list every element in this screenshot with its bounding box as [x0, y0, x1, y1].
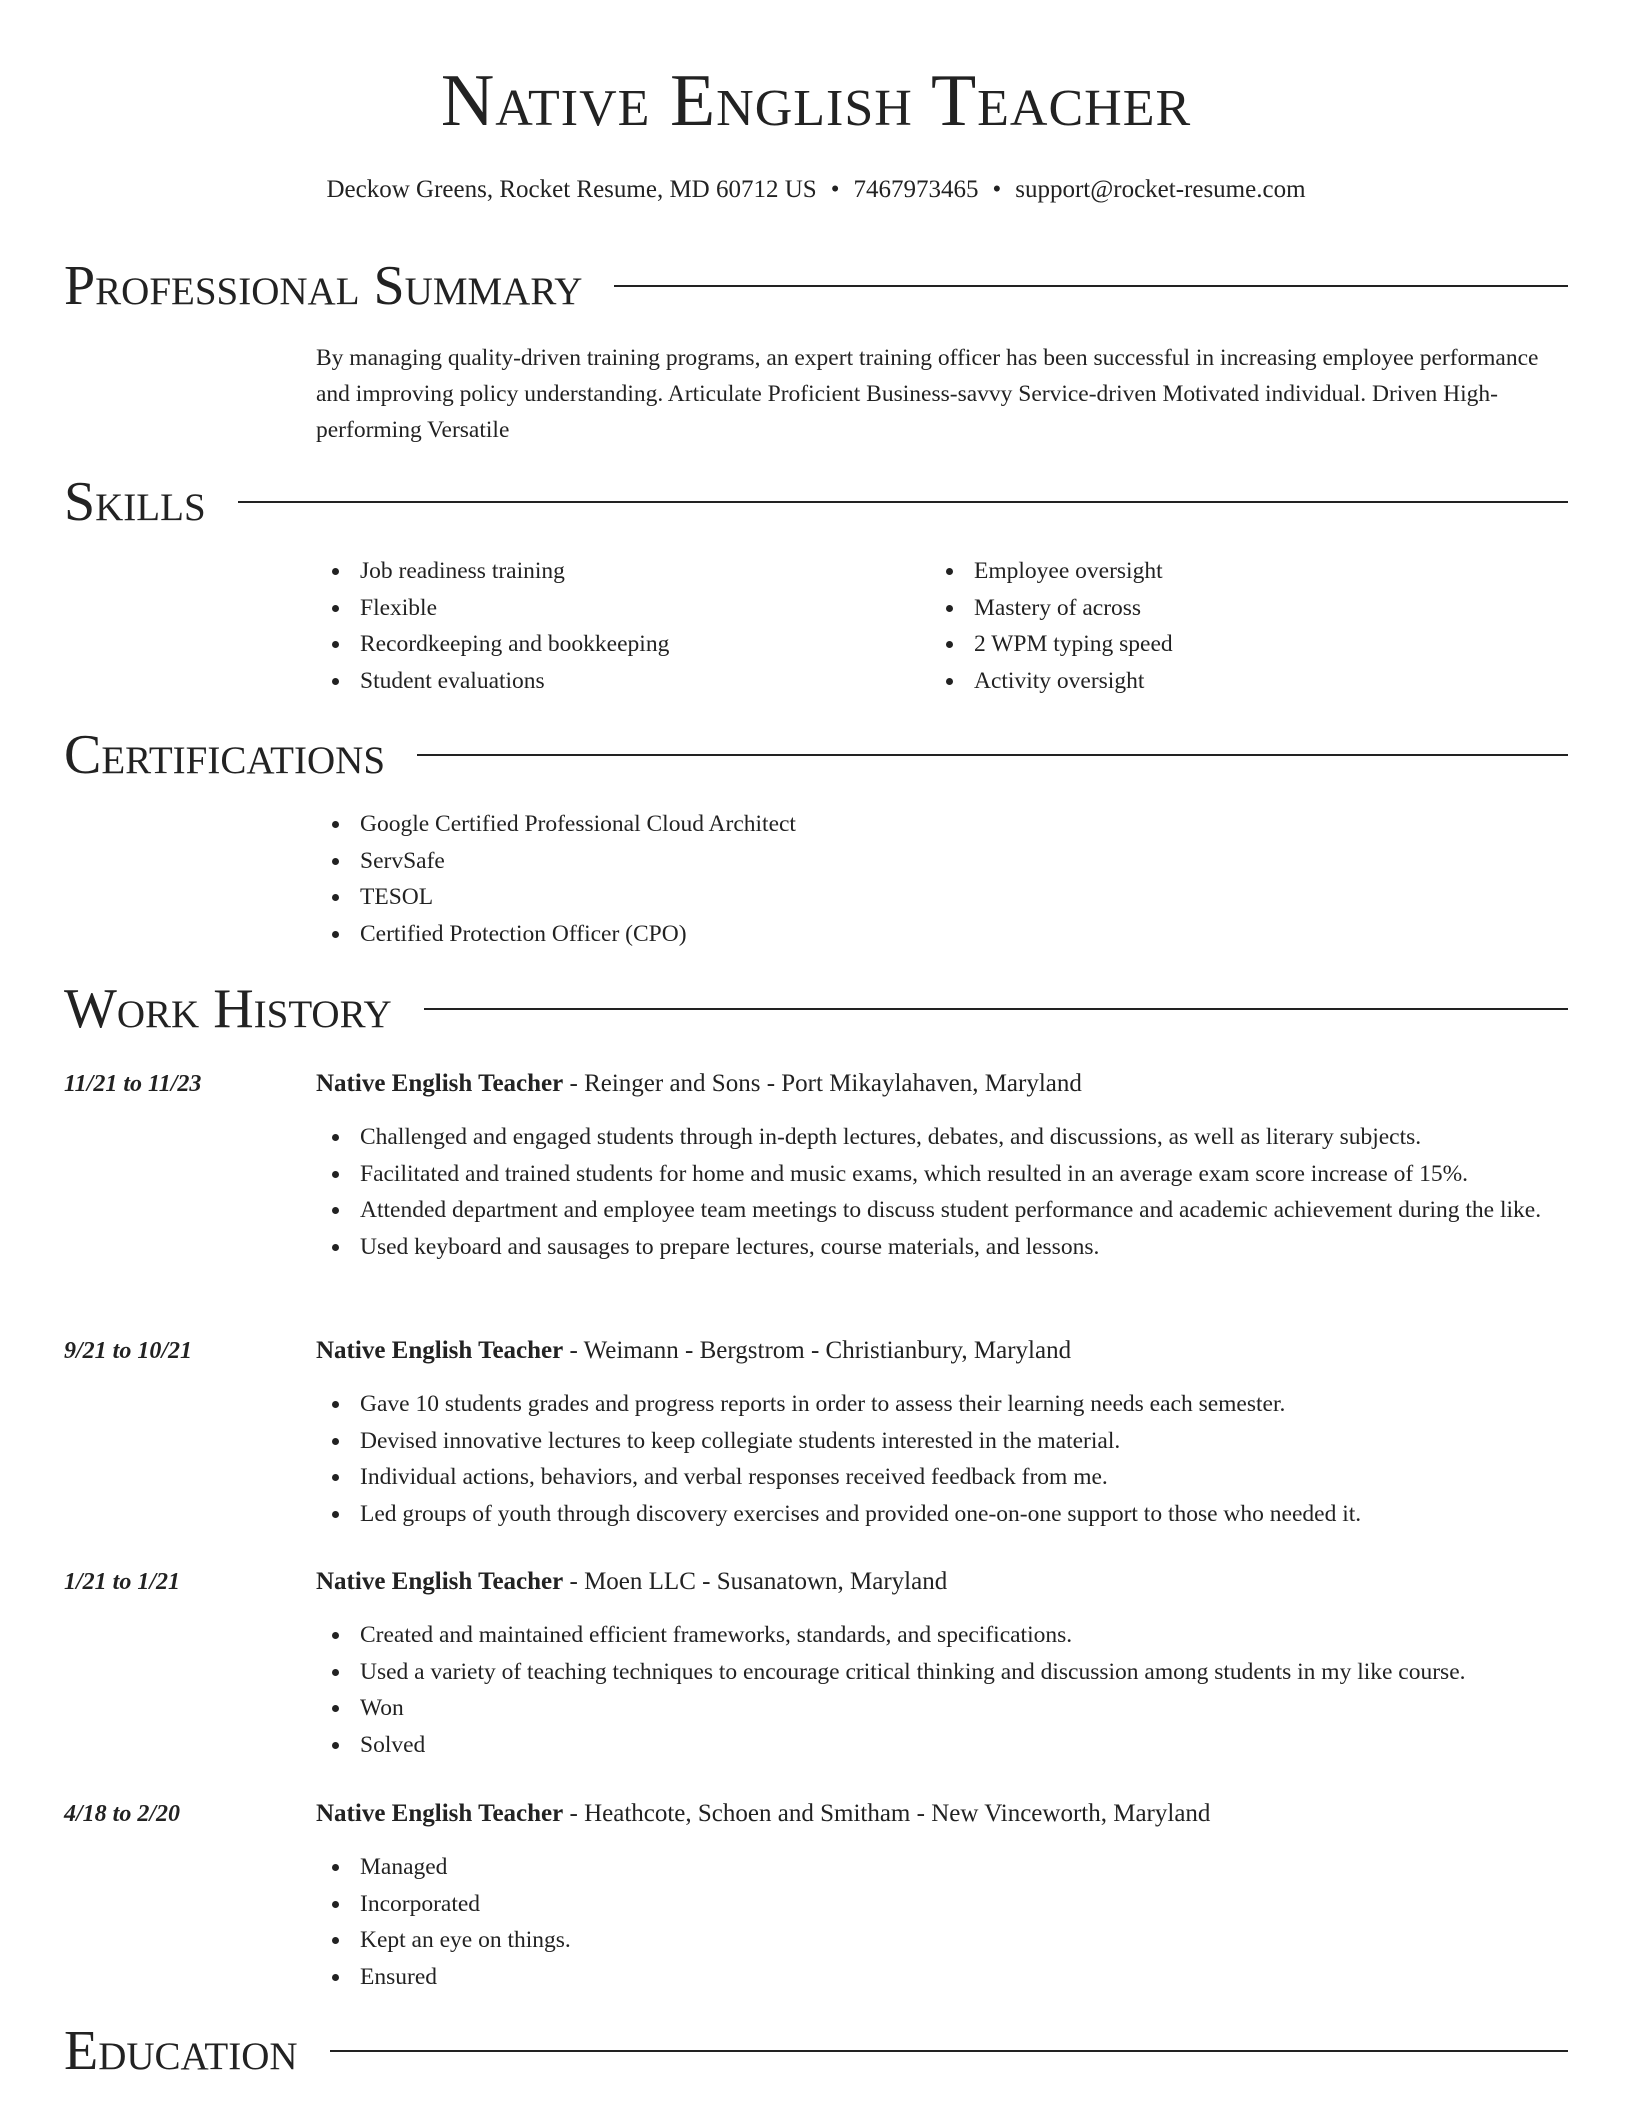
job-bullet: Led groups of youth through discovery exercises and provided one-on-one support to those who needed it.: [316, 1496, 1576, 1533]
section-title: Skills: [64, 471, 206, 533]
job-bullet: Individual actions, behaviors, and verbal responses received feedback from me.: [316, 1459, 1576, 1496]
job-heading: [316, 1066, 1082, 1102]
certification-item: Google Certified Professional Cloud Architect: [316, 806, 1576, 843]
job-employer-location: - Reinger and Sons - Port Mikaylahaven, Maryland: [563, 1070, 1082, 1097]
resume-name: Native English Teacher: [440, 60, 1192, 142]
summary-text: By managing quality-driven training programs, an expert training officer has been successful in increasing employee performance and improving policy understanding. Articulate Proficient Business-savvy Service-driven Motivated individual. Driven High-performing Versatile: [316, 345, 1539, 443]
job-bullet: Attended department and employee team meetings to discuss student performance and academic achievement during the like.: [316, 1192, 1576, 1229]
section-title: Certifications: [64, 724, 386, 786]
skill-item: Job readiness training: [316, 553, 916, 590]
job-bullet: Used a variety of teaching techniques to encourage critical thinking and discussion among students in my like course.: [316, 1654, 1576, 1691]
skill-item: Employee oversight: [930, 553, 1530, 590]
job-bullet: Kept an eye on things.: [316, 1922, 1576, 1959]
job-role: Native English Teacher: [316, 1070, 564, 1097]
certification-item: TESOL: [316, 879, 1576, 916]
job-heading: [316, 1564, 947, 1600]
section-divider: [330, 2050, 1568, 2052]
job-bullet: Ensured: [316, 1959, 1576, 1996]
job-bullet: Devised innovative lectures to keep collegiate students interested in the material.: [316, 1423, 1576, 1460]
section-header-education: [64, 2018, 1568, 2084]
contact-phone: 7467973465: [853, 176, 979, 203]
skill-item: Student evaluations: [316, 663, 916, 700]
job-heading: [316, 1333, 1071, 1369]
job-role: Native English Teacher: [316, 1800, 564, 1827]
skill-item: Flexible: [316, 590, 916, 627]
section-divider: [417, 754, 1568, 756]
job-bullet: Used keyboard and sausages to prepare lectures, course materials, and lessons.: [316, 1229, 1576, 1266]
job-bullet-list: [316, 1119, 1576, 1265]
section-header-summary: [64, 253, 1568, 319]
section-header-skills: [64, 469, 1568, 535]
contact-separator: •: [830, 176, 840, 203]
contact-separator: •: [992, 176, 1002, 203]
section-divider: [614, 285, 1568, 287]
job-bullet-list: [316, 1849, 1576, 1995]
section-header-certifications: [64, 722, 1568, 788]
job-bullet: Won: [316, 1690, 1576, 1727]
section-title: Work History: [64, 978, 392, 1040]
job-role: Native English Teacher: [316, 1568, 564, 1595]
job-employer-location: - Weimann - Bergstrom - Christianbury, Maryland: [563, 1337, 1072, 1364]
job-dates: 4/18 to 2/20: [64, 1801, 181, 1827]
section-divider: [424, 1008, 1568, 1010]
certification-item: ServSafe: [316, 843, 1576, 880]
skill-item: Activity oversight: [930, 663, 1530, 700]
job-bullet-list: [316, 1386, 1576, 1532]
job-bullet: Solved: [316, 1727, 1576, 1764]
job-bullet: Gave 10 students grades and progress reports in order to assess their learning needs each semester.: [316, 1386, 1576, 1423]
contact-line: [0, 172, 1632, 208]
skill-item: 2 WPM typing speed: [930, 626, 1530, 663]
job-dates: 9/21 to 10/21: [64, 1338, 193, 1364]
job-role: Native English Teacher: [316, 1337, 564, 1364]
section-divider: [238, 501, 1568, 503]
job-bullet: Facilitated and trained students for home and music exams, which resulted in an average exam score increase of 15%.: [316, 1156, 1576, 1193]
job-employer-location: - Moen LLC - Susanatown, Maryland: [563, 1568, 948, 1595]
skill-item: Mastery of across: [930, 590, 1530, 627]
skill-item: Recordkeeping and bookkeeping: [316, 626, 916, 663]
job-employer-location: - Heathcote, Schoen and Smitham - New Vinceworth, Maryland: [563, 1800, 1211, 1827]
job-bullet: Incorporated: [316, 1886, 1576, 1923]
section-title: Education: [64, 2020, 298, 2082]
skills-list-left: [316, 553, 916, 699]
contact-address: Deckow Greens, Rocket Resume, MD 60712 US: [326, 176, 817, 203]
job-bullet: Challenged and engaged students through in-depth lectures, debates, and discussions, as well as literary subjects.: [316, 1119, 1576, 1156]
section-header-work-history: [64, 976, 1568, 1042]
certifications-list: [316, 806, 1576, 952]
job-dates: 1/21 to 1/21: [64, 1569, 181, 1595]
job-dates: 11/21 to 11/23: [64, 1071, 202, 1097]
section-title: Professional Summary: [64, 255, 583, 317]
job-bullet: Created and maintained efficient frameworks, standards, and specifications.: [316, 1617, 1576, 1654]
job-bullet-list: [316, 1617, 1576, 1763]
certification-item: Certified Protection Officer (CPO): [316, 916, 1576, 953]
job-bullet: Managed: [316, 1849, 1576, 1886]
contact-email: support@rocket-resume.com: [1015, 176, 1306, 203]
skills-list-right: [930, 553, 1530, 699]
job-heading: [316, 1796, 1210, 1832]
